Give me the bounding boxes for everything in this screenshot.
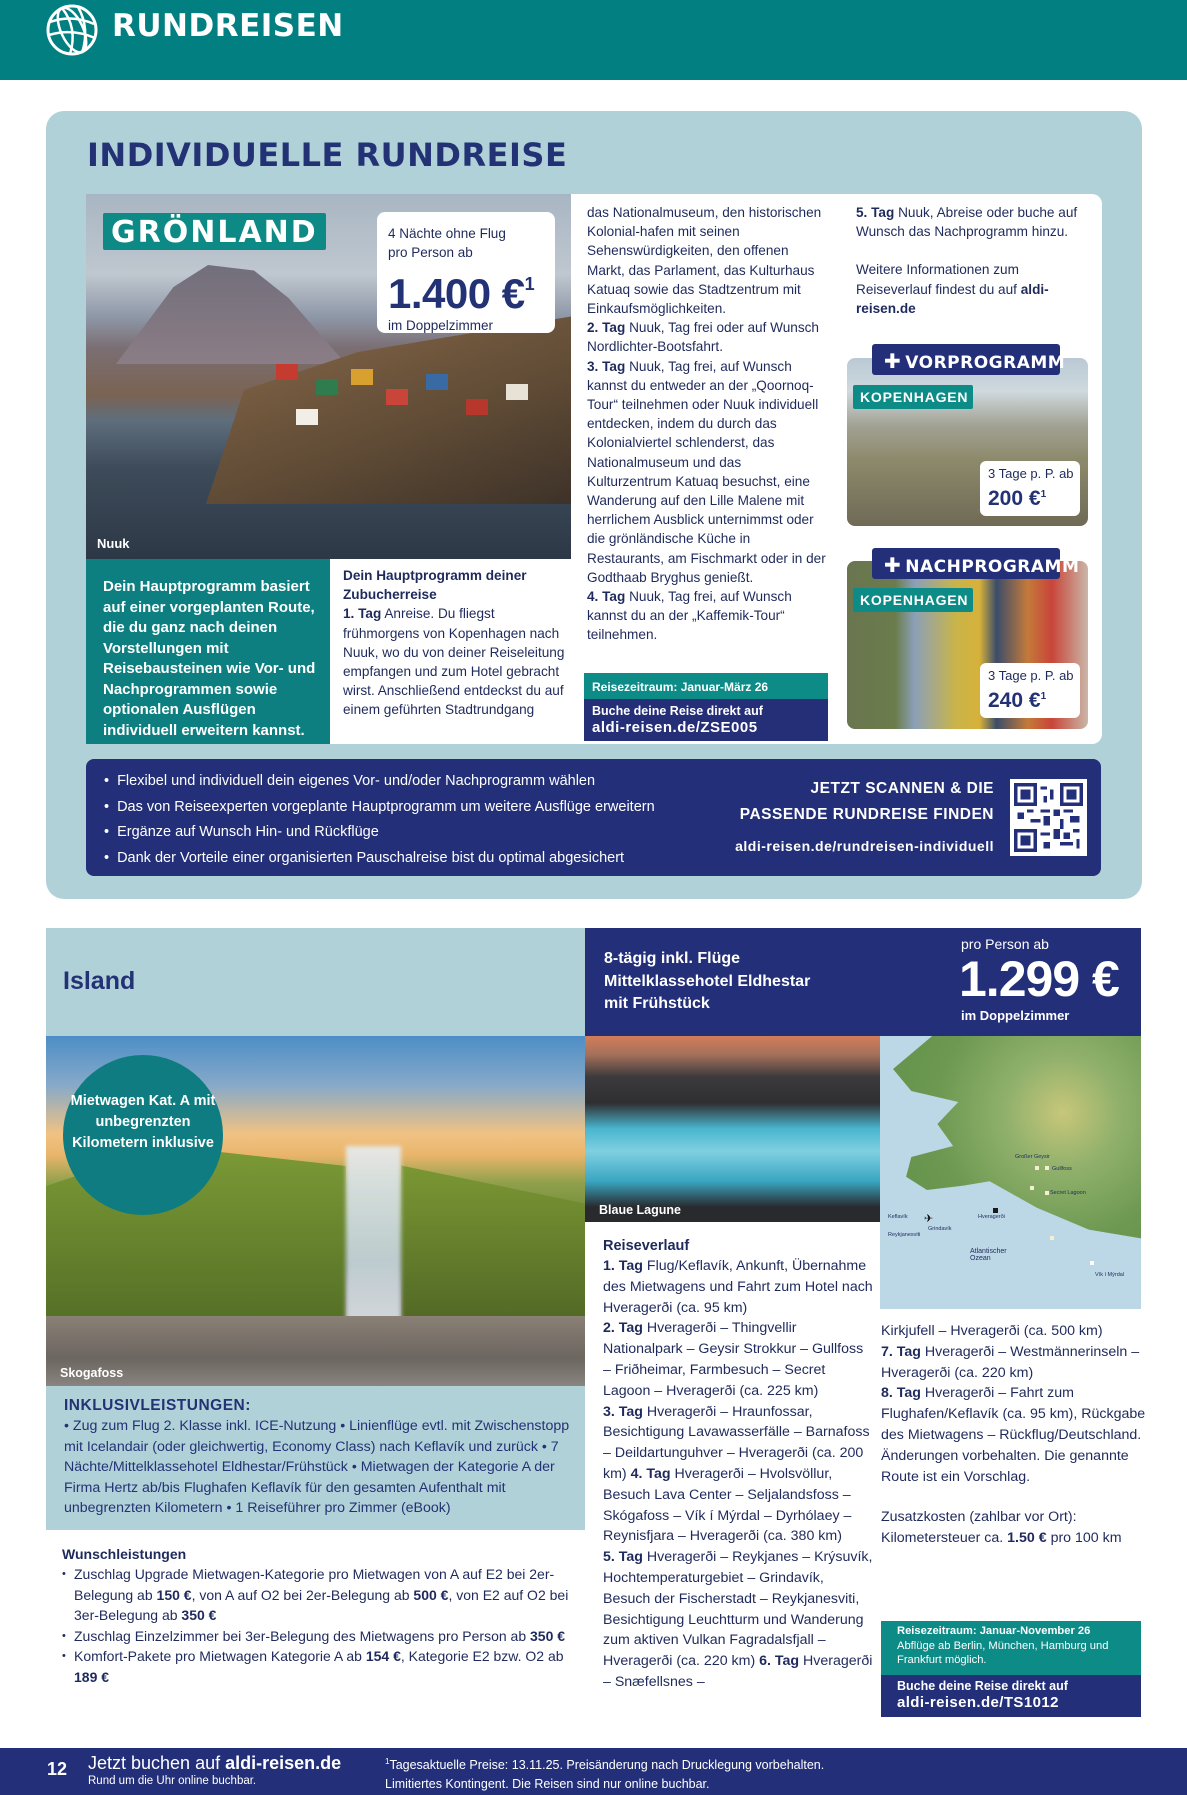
plus-icon: ✚ xyxy=(884,553,902,577)
map-label: Vík í Mýrdal xyxy=(1095,1272,1125,1278)
iceland-route-map xyxy=(880,1036,1141,1309)
optional-services xyxy=(62,1545,582,1687)
page-number: 12 xyxy=(47,1759,68,1779)
plus-icon: ✚ xyxy=(884,349,902,373)
day-item: 2. Tag Hveragerði – Thingvellir Nationalpark – Geysir Strokkur – Gullfoss – Friðheimar, Farmbesuch – Secret Lagoon – Hveragerði (ca. 225 km) xyxy=(603,1320,864,1399)
inclusive-text: • Zug zum Flug 2. Klasse inkl. ICE-Nutzung • Linienflüge evtl. mit Zwischenstopp mit Icelandair (oder gleichwertig, Economy Class) nach Keflavík und zurück • 7 Nächte/Mittelklassehotel Eldhestar/Frühstück • Mietwagen der Kategorie A der Firma Hertz ab/bis Flughafen Keflavík für den gesamten Aufenthalt mit unbegrenzten Kilometern • 1 Reiseführer pro Zimmer (eBook) xyxy=(64,1418,570,1516)
page-footer xyxy=(0,1748,1187,1795)
price-per-person: pro Person ab xyxy=(388,245,473,260)
island-title: Island xyxy=(63,967,136,995)
map-label: Grindavík xyxy=(928,1226,952,1232)
day-item: 4. Tag Nuuk, Tag frei, auf Wunsch kannst du an der „Kaffemik-Tour“ teilnehmen. xyxy=(587,589,792,643)
day-item: 2. Tag Nuuk, Tag frei oder auf Wunsch Nordlichter-Bootsfahrt. xyxy=(587,320,819,355)
map-label: Großer Geysir xyxy=(1015,1154,1050,1160)
day-item: 3. Tag Hveragerði – Hraunfossar, Besichtigung Lavawasserfälle – Barnafoss – Deildartunguhver – Hveragerði (ca. 200 km) 4. Tag Hveragerði – Hvolsvöllur, Besuch Lava Center – Seljalandsfoss – Skógafoss – Vík í Mýrdal – Dyrhólaey – Reynisfjara – Hveragerði (ca. 380 km) xyxy=(603,1403,870,1545)
section-header xyxy=(0,0,1187,80)
post-program-header: ✚ NACHPROGRAMM xyxy=(872,548,1060,579)
benefit-item: • Dank der Vorteile einer organisierten Pauschalreise bist du optimal abgesichert xyxy=(104,846,655,872)
card-title: INDIVIDUELLE RUNDREISE xyxy=(87,136,568,174)
itinerary-column-1 xyxy=(343,566,568,720)
footer-legal-note: $^1$Tagesaktuelle Preise: 13.11.25. Preisänderung nach Drucklegung vorbehalten. Limitiertes Kontingent. Die Reisen sind nur online buchbar. xyxy=(385,1757,825,1791)
travel-period: Reisezeitraum: Januar-März 26 xyxy=(584,673,828,699)
benefit-item: • Ergänze auf Wunsch Hin- und Rückflüge xyxy=(104,820,655,846)
rental-car-badge: Mietwagen Kat. A mit unbegrenzten Kilometern inklusive xyxy=(63,1055,223,1215)
map-label: Hveragerði xyxy=(978,1214,1005,1220)
section-title: RUNDREISEN xyxy=(112,8,344,44)
globe-icon xyxy=(44,2,100,58)
price-box xyxy=(377,212,555,333)
post-program-city: KOPENHAGEN xyxy=(853,588,973,612)
benefit-item: • Flexibel und individuell dein eigenes Vor- und/oder Nachprogramm wählen xyxy=(104,769,655,795)
intro-text: Dein Hauptprogramm basiert auf einer vorgeplanten Route, die du ganz nach deinen Vorstellungen mit Reisebausteinen wie Vor- und Nachprogrammen sowie optionalen Ausflügen individuell erweitern kannst. xyxy=(86,559,330,744)
booking-link[interactable]: aldi-reisen.de/ZSE005 xyxy=(592,719,758,736)
program-heading: Dein Hauptprogramm deiner Zubucherreise xyxy=(343,568,527,603)
price-condition: 4 Nächte ohne Flug xyxy=(388,226,506,241)
island-itinerary-continued xyxy=(881,1321,1146,1549)
island-price: 1.299 € xyxy=(959,951,1119,1007)
booking-link[interactable]: aldi-reisen.de/TS1012 xyxy=(897,1694,1059,1711)
optional-item: • Zuschlag Upgrade Mietwagen-Kategorie pro Mietwagen von A auf E2 bei 2er-Belegung ab 150 €, von A auf O2 bei 2er-Belegung ab 500 €, von E2 auf O2 bei 3er-Belegung ab 350 € xyxy=(62,1564,582,1626)
island-travel-period: Reisezeitraum: Januar-November 26 Abflüge ab Berlin, München, Hamburg und Frankfurt möglich. xyxy=(881,1621,1141,1675)
blue-lagoon-photo xyxy=(585,1036,880,1222)
scan-cta: JETZT SCANNEN & DIE PASSENDE RUNDREISE FINDEN aldi-reisen.de/rundreisen-individuell xyxy=(735,776,994,859)
itinerary-heading: Reiseverlauf xyxy=(603,1238,690,1254)
itinerary-column-3 xyxy=(856,203,1081,318)
photo-caption: Skogafoss xyxy=(60,1366,124,1380)
extra-costs-heading: Zusatzkosten (zahlbar vor Ort): xyxy=(881,1509,1077,1526)
more-info-link[interactable]: aldi-reisen.de xyxy=(856,281,1049,316)
day-item: 5. Tag Hveragerði – Reykjanes – Krýsuvík, Hochtemperaturgebiet – Grindavík, Besuch der Fischerstadt – Reykjanesviti, Besichtigung Leuchtturm und Wanderung zum aktiven Vulkan Fagradalsfjall – Hveragerði (ca. 220 km) 6. Tag Hveragerði – Snæfellsnes – xyxy=(603,1549,873,1690)
day-item-continued: das Nationalmuseum, den historischen Kolonial-hafen mit seinen Sehenswürdigkeiten, den offenen Markt, das Parlament, das Kulturhaus Katuaq sowie das Stadtzentrum mit Einkaufsmöglichkeiten. xyxy=(587,205,822,317)
photo-caption: Blaue Lagune xyxy=(599,1203,681,1217)
day-item: 1. Tag Flug/Keflavík, Ankunft, Übernahme des Mietwagens und Fahrt zum Hotel nach Hveragerði (ca. 95 km) xyxy=(603,1258,873,1316)
day-item-continued: Kirkjufell – Hveragerði (ca. 500 km) xyxy=(881,1323,1103,1339)
map-label: Keflavík xyxy=(888,1214,908,1220)
optional-heading: Wunschleistungen xyxy=(62,1546,187,1562)
benefits-list xyxy=(104,769,655,871)
booking-label: Buche deine Reise direkt auf xyxy=(592,704,763,718)
inclusive-heading: INKLUSIVLEISTUNGEN: xyxy=(64,1397,251,1414)
footer-subtext: Rund um die Uhr online buchbar. xyxy=(88,1775,257,1787)
post-program-price: 3 Tage p. P. ab 240 €$^1$ xyxy=(980,663,1080,718)
airplane-icon: ✈ xyxy=(924,1213,934,1225)
extra-costs: Kilometersteuer ca. 1.50 € pro 100 km xyxy=(881,1530,1122,1547)
pre-program-city: KOPENHAGEN xyxy=(853,385,973,409)
disclaimer: Änderungen vorbehalten. Die genannte Route ist ein Vorschlag. xyxy=(881,1447,1129,1485)
optional-item: • Komfort-Pakete pro Mietwagen Kategorie A ab 154 €, Kategorie E2 bzw. O2 ab 189 € xyxy=(62,1646,582,1687)
price-room: im Doppelzimmer xyxy=(961,1008,1070,1023)
footer-cta: Jetzt buchen auf aldi-reisen.de xyxy=(88,1753,342,1773)
optional-item: • Zuschlag Einzelzimmer bei 3er-Belegung des Mietwagens pro Person ab 350 € xyxy=(62,1626,582,1647)
photo-caption: Nuuk xyxy=(97,536,130,551)
island-itinerary xyxy=(603,1236,875,1693)
pre-program-price: 3 Tage p. P. ab 200 €$^1$ xyxy=(980,461,1080,516)
pre-program-header: ✚ VORPROGRAMM xyxy=(872,344,1060,375)
price-room: im Doppelzimmer xyxy=(388,318,494,333)
booking-box[interactable] xyxy=(584,699,828,741)
benefits-strip xyxy=(86,759,1101,876)
booking-label: Buche deine Reise direkt auf xyxy=(897,1679,1068,1693)
footer-link[interactable]: aldi-reisen.de xyxy=(225,1753,342,1773)
map-label: Reykjanesviti xyxy=(888,1232,921,1238)
destination-badge: GRÖNLAND xyxy=(103,213,326,250)
map-label: Atlantischer Ozean xyxy=(970,1248,1007,1262)
price-value: 1.400 €$^1$ xyxy=(388,270,535,317)
inclusive-services xyxy=(46,1386,585,1530)
island-booking-box[interactable] xyxy=(881,1675,1141,1717)
day-item: 8. Tag Hveragerði – Fahrt zum Flughafen/Keflavík (ca. 95 km), Rückgabe des Mietwagens – Rückflug/Deutschland. xyxy=(881,1385,1146,1443)
day-item: 5. Tag Nuuk, Abreise oder buche auf Wunsch das Nachprogramm hinzu. xyxy=(856,205,1078,240)
map-label: Secret Lagoon xyxy=(1050,1190,1086,1196)
map-label: Gullfoss xyxy=(1052,1166,1072,1172)
itinerary-column-2 xyxy=(587,203,827,645)
benefit-item: • Das von Reiseexperten vorgeplante Hauptprogramm um weitere Ausflüge erweitern xyxy=(104,795,655,821)
offer-features: 8-tägig inkl. Flüge Mittelklassehotel Eldhestar mit Frühstück xyxy=(604,950,811,1012)
island-offer-bar xyxy=(585,928,1141,1036)
qr-code-icon[interactable] xyxy=(1010,779,1087,856)
price-label: pro Person ab xyxy=(961,936,1049,952)
more-info: Weitere Informationen zum Reiseverlauf findest du auf aldi-reisen.de xyxy=(856,262,1049,316)
day-item: 7. Tag Hveragerði – Westmännerinseln – Hveragerði (ca. 220 km) xyxy=(881,1343,1140,1381)
day-item: 3. Tag Nuuk, Tag frei, auf Wunsch kannst du entweder an der „Qoornoq-Tour“ teilnehmen oder Nuuk individuell entdecken, indem du durch das Kolonialviertel schlenderst, das Nationalmuseum und das Kulturzentrum Katuaq besuchst, eine Wanderung auf den Lille Malene mit herrlichem Ausblick unternimmst oder die grönländische Küche in Restaurants, am Fischmarkt oder in der Godthaab Bryghus genießt. xyxy=(587,358,826,585)
scan-url[interactable]: aldi-reisen.de/rundreisen-individuell xyxy=(735,838,994,854)
day-item: 1. Tag Anreise. Du fliegst frühmorgens von Kopenhagen nach Nuuk, wo du von deiner Reiseleitung empfangen und zum Hotel gebracht wirst. Anschließend entdeckst du auf einem geführten Stadtrundgang xyxy=(343,606,565,718)
